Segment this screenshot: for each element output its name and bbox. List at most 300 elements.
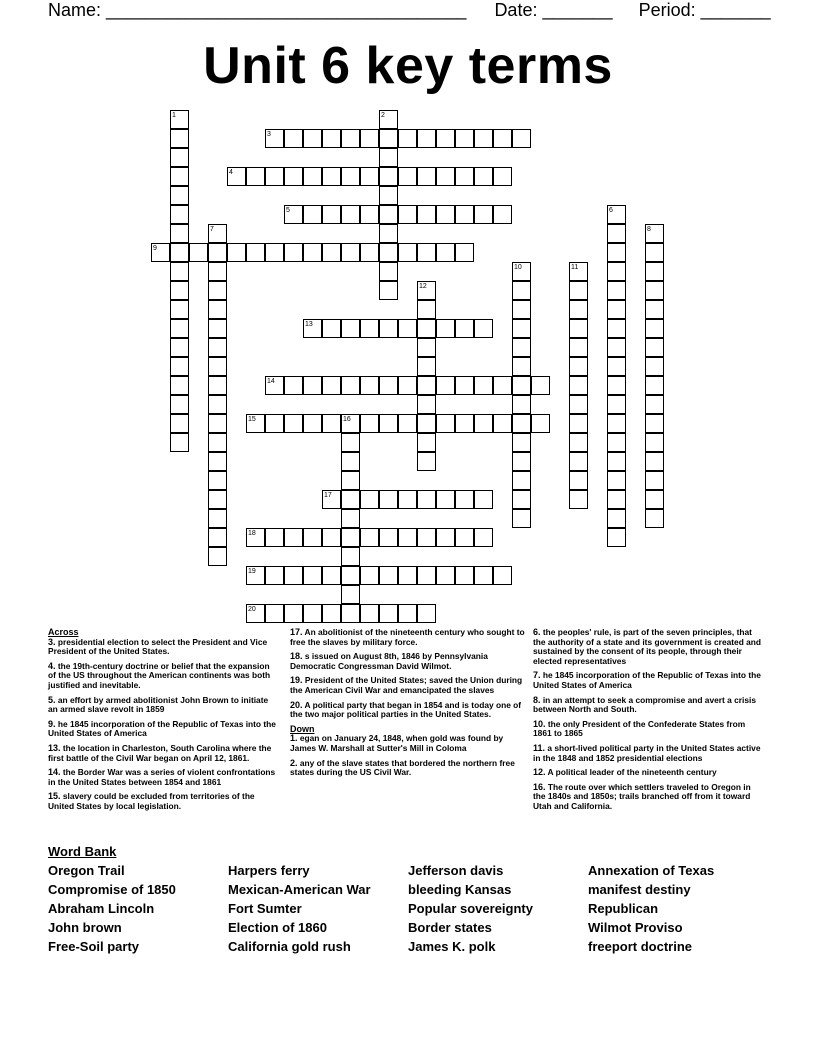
crossword-cell[interactable]	[474, 167, 493, 186]
crossword-cell[interactable]	[208, 433, 227, 452]
crossword-cell[interactable]	[189, 243, 208, 262]
crossword-cell[interactable]	[341, 167, 360, 186]
crossword-cell[interactable]	[341, 509, 360, 528]
crossword-cell[interactable]	[512, 490, 531, 509]
name-field[interactable]: Name: ____________________________________	[48, 0, 467, 20]
crossword-cell[interactable]	[398, 167, 417, 186]
date-field[interactable]: Date: _______	[494, 0, 613, 20]
word-bank-item: Popular sovereignty	[408, 901, 533, 916]
crossword-cell[interactable]	[341, 566, 360, 585]
crossword-cell[interactable]	[436, 319, 455, 338]
crossword-cell[interactable]	[417, 357, 436, 376]
crossword-cell[interactable]	[379, 129, 398, 148]
crossword-cell[interactable]	[455, 490, 474, 509]
clue-number-label: 7.	[533, 670, 541, 681]
crossword-cell[interactable]	[398, 566, 417, 585]
crossword-cell[interactable]	[607, 376, 626, 395]
crossword-cell[interactable]	[341, 129, 360, 148]
crossword-cell[interactable]	[284, 604, 303, 623]
crossword-cell[interactable]	[341, 585, 360, 604]
crossword-cell[interactable]	[303, 376, 322, 395]
crossword-cell[interactable]	[398, 205, 417, 224]
crossword-cell[interactable]	[607, 262, 626, 281]
crossword-cell[interactable]	[151, 243, 170, 262]
crossword-cell[interactable]	[436, 490, 455, 509]
crossword-cell[interactable]	[569, 490, 588, 509]
crossword-cell[interactable]	[170, 376, 189, 395]
crossword-cell[interactable]	[645, 300, 664, 319]
crossword-cell[interactable]	[607, 528, 626, 547]
crossword-cell[interactable]	[645, 414, 664, 433]
crossword-cell[interactable]	[208, 338, 227, 357]
clue-item	[48, 744, 278, 763]
crossword-cell[interactable]	[436, 376, 455, 395]
crossword-cell[interactable]	[341, 376, 360, 395]
crossword-cell[interactable]	[265, 414, 284, 433]
crossword-cell[interactable]	[474, 319, 493, 338]
crossword-cell[interactable]	[569, 452, 588, 471]
crossword-cell[interactable]	[379, 376, 398, 395]
crossword-cell[interactable]	[436, 528, 455, 547]
crossword-cell[interactable]	[493, 566, 512, 585]
crossword-cell[interactable]	[208, 509, 227, 528]
crossword-cell[interactable]	[379, 186, 398, 205]
crossword-cell[interactable]	[512, 376, 531, 395]
crossword-cell[interactable]	[607, 224, 626, 243]
crossword-cell[interactable]	[569, 300, 588, 319]
crossword-cell[interactable]	[512, 262, 531, 281]
crossword-cell[interactable]	[474, 376, 493, 395]
crossword-cell[interactable]	[645, 509, 664, 528]
crossword-cell[interactable]	[493, 129, 512, 148]
crossword-cell[interactable]	[322, 243, 341, 262]
crossword-cell[interactable]	[417, 300, 436, 319]
crossword-cell[interactable]	[322, 414, 341, 433]
crossword-cell[interactable]	[417, 452, 436, 471]
crossword-cell[interactable]	[569, 376, 588, 395]
crossword-cell[interactable]	[341, 471, 360, 490]
crossword-cell[interactable]	[512, 300, 531, 319]
crossword-cell[interactable]	[170, 224, 189, 243]
crossword-cell[interactable]	[265, 129, 284, 148]
crossword-cell[interactable]	[246, 604, 265, 623]
crossword-cell[interactable]	[265, 243, 284, 262]
crossword-cell[interactable]	[322, 167, 341, 186]
crossword-cell[interactable]	[170, 414, 189, 433]
crossword-cell[interactable]	[512, 509, 531, 528]
crossword-cell[interactable]	[341, 205, 360, 224]
crossword-cell[interactable]	[607, 490, 626, 509]
crossword-cell[interactable]	[322, 604, 341, 623]
crossword-cell[interactable]	[569, 414, 588, 433]
clue-text: he 1845 incorporation of the Republic of Texas into the United States of America	[533, 670, 761, 690]
crossword-cell[interactable]	[227, 243, 246, 262]
crossword-cell[interactable]	[398, 528, 417, 547]
crossword-cell[interactable]	[569, 471, 588, 490]
crossword-cell[interactable]	[607, 243, 626, 262]
crossword-cell[interactable]	[360, 319, 379, 338]
crossword-cell[interactable]	[303, 566, 322, 585]
crossword-cell[interactable]	[398, 604, 417, 623]
clue-item	[533, 744, 765, 763]
crossword-cell[interactable]	[607, 281, 626, 300]
clue-number: 20	[248, 606, 256, 613]
crossword-cell[interactable]	[303, 414, 322, 433]
crossword-cell[interactable]	[170, 319, 189, 338]
crossword-cell[interactable]	[417, 490, 436, 509]
crossword-cell[interactable]	[341, 414, 360, 433]
crossword-cell[interactable]	[493, 167, 512, 186]
crossword-cell[interactable]	[303, 129, 322, 148]
crossword-cell[interactable]	[512, 338, 531, 357]
crossword-cell[interactable]	[265, 528, 284, 547]
crossword-cell[interactable]	[455, 566, 474, 585]
crossword-cell[interactable]	[208, 528, 227, 547]
crossword-cell[interactable]	[417, 167, 436, 186]
crossword-cell[interactable]	[569, 338, 588, 357]
crossword-cell[interactable]	[341, 490, 360, 509]
crossword-cell[interactable]	[436, 566, 455, 585]
crossword-cell[interactable]	[265, 566, 284, 585]
clue-text: the location in Charleston, South Carolina where the first battle of the Civil War began on April 12, 1861.	[48, 742, 272, 763]
crossword-cell[interactable]	[322, 566, 341, 585]
clue-text: the only President of the Confederate States from 1861 to 1865	[533, 718, 746, 739]
crossword-cell[interactable]	[379, 110, 398, 129]
period-field[interactable]: Period: _______	[638, 0, 771, 20]
word-bank-item: Oregon Trail	[48, 863, 125, 878]
clue-item	[48, 662, 278, 691]
crossword-cell[interactable]	[360, 167, 379, 186]
crossword-cell[interactable]	[398, 243, 417, 262]
crossword-cell[interactable]	[227, 167, 246, 186]
crossword-cell[interactable]	[474, 528, 493, 547]
clues-column-2	[290, 628, 526, 783]
crossword-cell[interactable]	[512, 357, 531, 376]
crossword-cell[interactable]	[607, 452, 626, 471]
crossword-cell[interactable]	[436, 243, 455, 262]
word-bank-item: California gold rush	[228, 939, 351, 954]
crossword-cell[interactable]	[455, 376, 474, 395]
clue-number-label: 10.	[533, 718, 546, 729]
word-bank-item: Border states	[408, 920, 492, 935]
crossword-cell[interactable]	[360, 376, 379, 395]
crossword-cell[interactable]	[360, 129, 379, 148]
clue-item	[533, 768, 765, 778]
crossword-cell[interactable]	[208, 395, 227, 414]
crossword-cell[interactable]	[645, 471, 664, 490]
clue-text: egan on January 24, 1848, when gold was found by James W. Marshall at Sutter's Mill in Coloma	[290, 733, 504, 753]
crossword-cell[interactable]	[303, 167, 322, 186]
crossword-cell[interactable]	[645, 395, 664, 414]
clue-number-label: 18.	[290, 651, 303, 662]
crossword-cell[interactable]	[531, 376, 550, 395]
crossword-cell[interactable]	[170, 167, 189, 186]
word-bank	[48, 862, 788, 955]
crossword-cell[interactable]	[284, 376, 303, 395]
crossword-cell[interactable]	[398, 319, 417, 338]
crossword-cell[interactable]	[379, 167, 398, 186]
crossword-cell[interactable]	[474, 414, 493, 433]
crossword-cell[interactable]	[398, 490, 417, 509]
crossword-cell[interactable]	[284, 528, 303, 547]
crossword-cell[interactable]	[455, 414, 474, 433]
crossword-cell[interactable]	[360, 604, 379, 623]
clue-number-label: 13.	[48, 742, 61, 753]
crossword-cell[interactable]	[284, 566, 303, 585]
crossword-cell[interactable]	[493, 205, 512, 224]
crossword-cell[interactable]	[512, 414, 531, 433]
crossword-cell[interactable]	[512, 395, 531, 414]
crossword-cell[interactable]	[607, 509, 626, 528]
crossword-cell[interactable]	[398, 414, 417, 433]
clue-number: 10	[514, 264, 522, 271]
crossword-cell[interactable]	[303, 604, 322, 623]
crossword-cell[interactable]	[170, 395, 189, 414]
crossword-cell[interactable]	[379, 528, 398, 547]
crossword-cell[interactable]	[455, 167, 474, 186]
crossword-cell[interactable]	[246, 528, 265, 547]
crossword-cell[interactable]	[170, 338, 189, 357]
crossword-cell[interactable]	[379, 490, 398, 509]
crossword-cell[interactable]	[284, 205, 303, 224]
crossword-cell[interactable]	[645, 281, 664, 300]
crossword-cell[interactable]	[379, 205, 398, 224]
crossword-cell[interactable]	[645, 262, 664, 281]
crossword-cell[interactable]	[170, 262, 189, 281]
crossword-cell[interactable]	[645, 376, 664, 395]
crossword-cell[interactable]	[208, 243, 227, 262]
crossword-cell[interactable]	[607, 414, 626, 433]
crossword-cell[interactable]	[569, 319, 588, 338]
crossword-cell[interactable]	[417, 395, 436, 414]
crossword-cell[interactable]	[379, 566, 398, 585]
crossword-cell[interactable]	[379, 148, 398, 167]
crossword-cell[interactable]	[474, 566, 493, 585]
crossword-cell[interactable]	[436, 414, 455, 433]
crossword-cell[interactable]	[474, 490, 493, 509]
clue-number-label: 12.	[533, 767, 546, 778]
crossword-cell[interactable]	[341, 604, 360, 623]
crossword-cell[interactable]	[360, 528, 379, 547]
crossword-cell[interactable]	[569, 395, 588, 414]
crossword-cell[interactable]	[455, 205, 474, 224]
crossword-cell[interactable]	[607, 433, 626, 452]
crossword-cell[interactable]	[493, 414, 512, 433]
crossword-cell[interactable]	[341, 243, 360, 262]
crossword-cell[interactable]	[417, 528, 436, 547]
crossword-cell[interactable]	[341, 452, 360, 471]
crossword-cell[interactable]	[208, 490, 227, 509]
crossword-cell[interactable]	[284, 243, 303, 262]
crossword-cell[interactable]	[341, 528, 360, 547]
crossword-cell[interactable]	[322, 205, 341, 224]
crossword-cell[interactable]	[512, 452, 531, 471]
crossword-cell[interactable]	[417, 243, 436, 262]
crossword-cell[interactable]	[360, 205, 379, 224]
word-bank-item: James K. polk	[408, 939, 496, 954]
crossword-cell[interactable]	[379, 414, 398, 433]
crossword-cell[interactable]	[379, 243, 398, 262]
crossword-cell[interactable]	[607, 471, 626, 490]
crossword-cell[interactable]	[360, 243, 379, 262]
crossword-cell[interactable]	[341, 433, 360, 452]
crossword-cell[interactable]	[208, 452, 227, 471]
crossword-cell[interactable]	[569, 357, 588, 376]
page-title: Unit 6 key terms	[203, 37, 613, 95]
clue-item	[290, 676, 526, 695]
crossword-cell[interactable]	[170, 243, 189, 262]
crossword-cell[interactable]	[303, 205, 322, 224]
clue-item	[290, 734, 526, 753]
crossword-cell[interactable]	[398, 376, 417, 395]
word-bank-item: John brown	[48, 920, 122, 935]
crossword-cell[interactable]	[322, 528, 341, 547]
crossword-cell[interactable]	[360, 490, 379, 509]
crossword-cell[interactable]	[417, 376, 436, 395]
crossword-cell[interactable]	[455, 319, 474, 338]
crossword-cell[interactable]	[512, 433, 531, 452]
crossword-cell[interactable]	[208, 262, 227, 281]
crossword-cell[interactable]	[379, 224, 398, 243]
crossword-cell[interactable]	[398, 129, 417, 148]
crossword-cell[interactable]	[208, 414, 227, 433]
crossword-cell[interactable]	[208, 547, 227, 566]
crossword-cell[interactable]	[417, 566, 436, 585]
crossword-cell[interactable]	[322, 129, 341, 148]
crossword-cell[interactable]	[170, 300, 189, 319]
crossword-cell[interactable]	[360, 566, 379, 585]
crossword-cell[interactable]	[645, 319, 664, 338]
crossword-cell[interactable]	[417, 205, 436, 224]
crossword-cell[interactable]	[474, 129, 493, 148]
crossword-cell[interactable]	[208, 300, 227, 319]
crossword-cell[interactable]	[208, 471, 227, 490]
crossword-cell[interactable]	[360, 414, 379, 433]
crossword-cell[interactable]	[208, 357, 227, 376]
clue-number: 14	[267, 378, 275, 385]
crossword-cell[interactable]	[436, 129, 455, 148]
clue-number: 4	[229, 169, 233, 176]
crossword-cell[interactable]	[645, 243, 664, 262]
word-bank-item: Fort Sumter	[228, 901, 302, 916]
clue-item	[48, 768, 278, 787]
crossword-cell[interactable]	[569, 262, 588, 281]
crossword-cell[interactable]	[455, 243, 474, 262]
crossword-cell[interactable]	[436, 205, 455, 224]
clue-number: 7	[210, 226, 214, 233]
crossword-cell[interactable]	[379, 281, 398, 300]
crossword-cell[interactable]	[645, 357, 664, 376]
crossword-cell[interactable]	[170, 186, 189, 205]
crossword-cell[interactable]	[607, 357, 626, 376]
crossword-cell[interactable]	[436, 167, 455, 186]
crossword-cell[interactable]	[170, 129, 189, 148]
crossword-cell[interactable]	[417, 129, 436, 148]
crossword-cell[interactable]	[208, 376, 227, 395]
crossword-cell[interactable]	[379, 262, 398, 281]
crossword-cell[interactable]	[170, 148, 189, 167]
crossword-cell[interactable]	[417, 319, 436, 338]
crossword-cell[interactable]	[341, 547, 360, 566]
crossword-cell[interactable]	[170, 110, 189, 129]
crossword-cell[interactable]	[607, 338, 626, 357]
down-heading: Down	[290, 723, 315, 734]
crossword-cell[interactable]	[208, 224, 227, 243]
clues-column-3	[533, 628, 765, 817]
crossword-cell[interactable]	[170, 281, 189, 300]
crossword-cell[interactable]	[208, 281, 227, 300]
clue-item	[290, 759, 526, 778]
crossword-cell[interactable]	[284, 167, 303, 186]
crossword-cell[interactable]	[170, 357, 189, 376]
crossword-cell[interactable]	[455, 129, 474, 148]
crossword-cell[interactable]	[341, 319, 360, 338]
crossword-cell[interactable]	[322, 490, 341, 509]
crossword-cell[interactable]	[645, 338, 664, 357]
word-bank-item: Free-Soil party	[48, 939, 140, 954]
crossword-cell[interactable]	[417, 414, 436, 433]
crossword-cell[interactable]	[170, 433, 189, 452]
crossword-cell[interactable]	[474, 205, 493, 224]
crossword-cell[interactable]	[379, 604, 398, 623]
crossword-cell[interactable]	[246, 167, 265, 186]
crossword-cell[interactable]	[246, 414, 265, 433]
crossword-cell[interactable]	[645, 490, 664, 509]
crossword-cell[interactable]	[303, 319, 322, 338]
crossword-cell[interactable]	[607, 205, 626, 224]
crossword-cell[interactable]	[607, 395, 626, 414]
clue-item	[290, 652, 526, 671]
crossword-cell[interactable]	[417, 281, 436, 300]
crossword-cell[interactable]	[246, 243, 265, 262]
crossword-cell[interactable]	[265, 167, 284, 186]
clue-number-label: 11.	[533, 742, 546, 753]
crossword-cell[interactable]	[284, 414, 303, 433]
crossword-cell[interactable]	[322, 376, 341, 395]
crossword-cell[interactable]	[493, 376, 512, 395]
crossword-cell[interactable]	[246, 566, 265, 585]
crossword-cell[interactable]	[284, 129, 303, 148]
crossword-cell[interactable]	[512, 471, 531, 490]
crossword-cell[interactable]	[569, 281, 588, 300]
crossword-cell[interactable]	[265, 376, 284, 395]
crossword-cell[interactable]	[512, 319, 531, 338]
clue-number-label: 20.	[290, 699, 303, 710]
crossword-cell[interactable]	[645, 433, 664, 452]
clue-item	[48, 638, 278, 657]
crossword-cell[interactable]	[512, 129, 531, 148]
crossword-cell[interactable]	[607, 300, 626, 319]
crossword-cell[interactable]	[569, 433, 588, 452]
crossword-cell[interactable]	[322, 319, 341, 338]
crossword-cell[interactable]	[607, 319, 626, 338]
crossword-cell[interactable]	[208, 319, 227, 338]
crossword-cell[interactable]	[455, 528, 474, 547]
crossword-cell[interactable]	[417, 433, 436, 452]
crossword-cell[interactable]	[265, 604, 284, 623]
crossword-cell[interactable]	[417, 338, 436, 357]
clue-item	[48, 696, 278, 715]
crossword-cell[interactable]	[379, 319, 398, 338]
crossword-cell[interactable]	[531, 414, 550, 433]
crossword-cell[interactable]	[170, 205, 189, 224]
crossword-cell[interactable]	[417, 604, 436, 623]
crossword-cell[interactable]	[303, 243, 322, 262]
crossword-cell[interactable]	[645, 224, 664, 243]
crossword-cell[interactable]	[512, 281, 531, 300]
crossword-cell[interactable]	[303, 528, 322, 547]
crossword-cell[interactable]	[645, 452, 664, 471]
